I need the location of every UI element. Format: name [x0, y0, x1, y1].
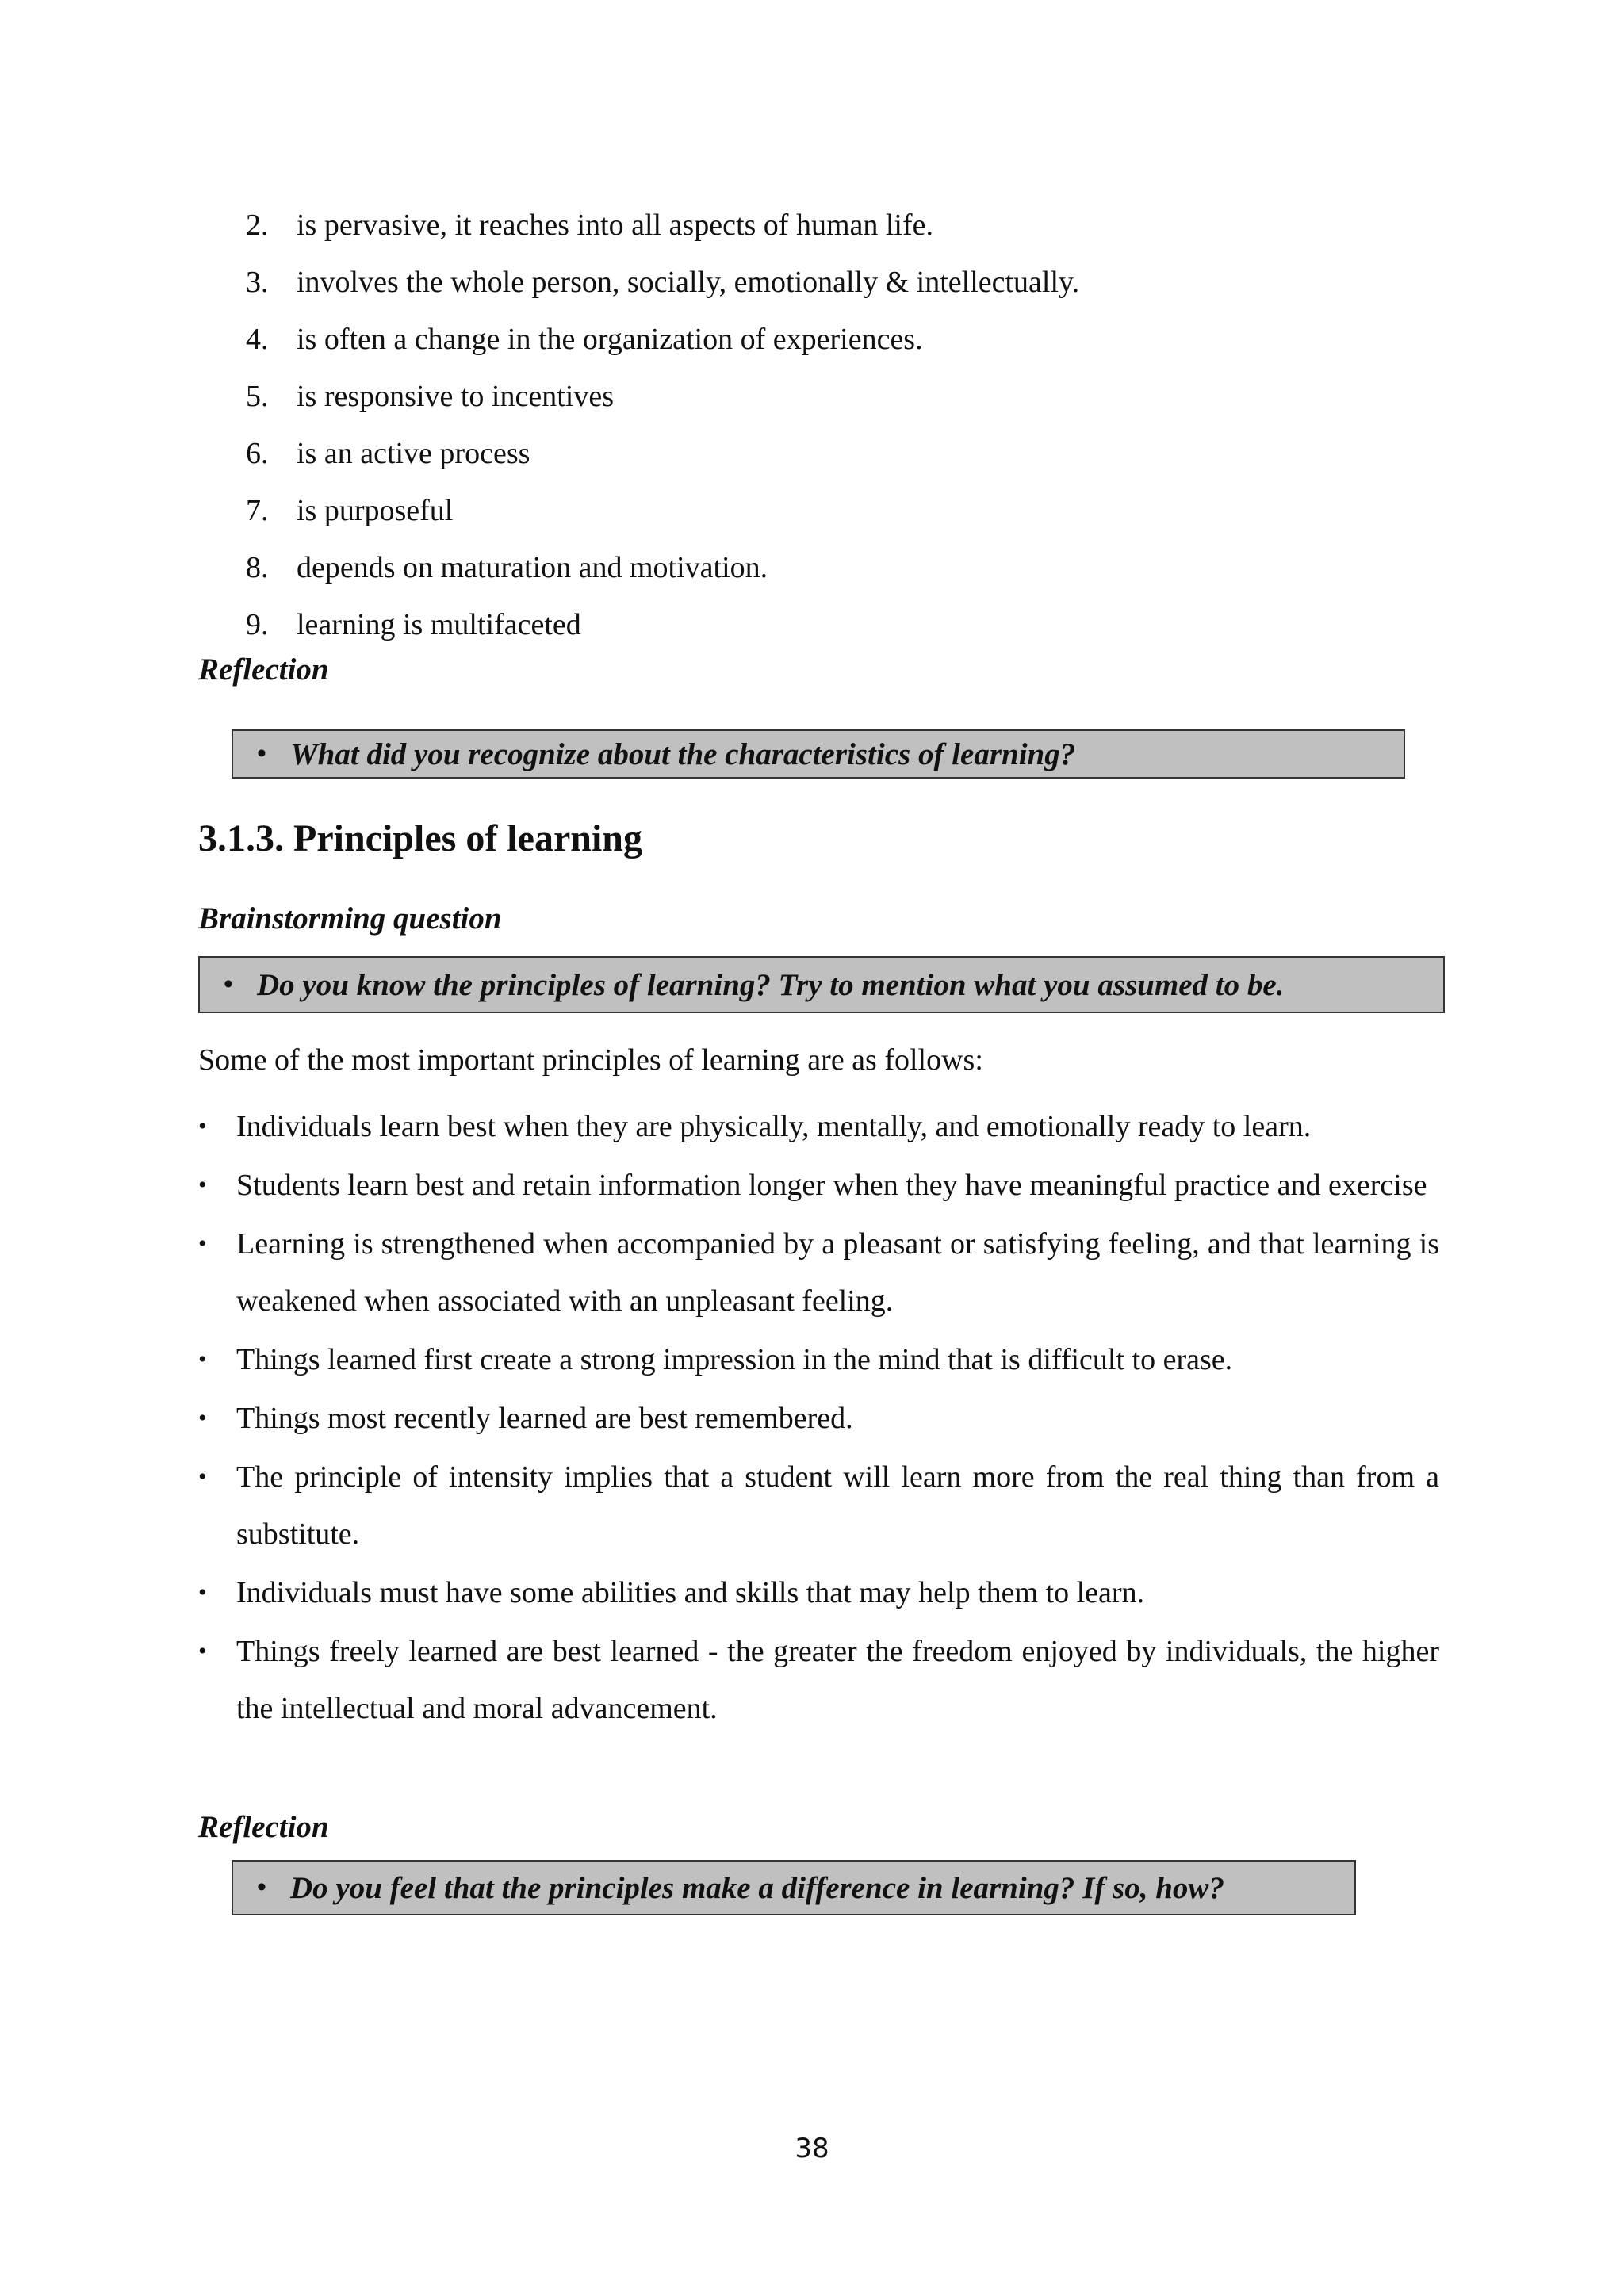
list-item: • Things most recently learned are best remembered. — [198, 1390, 1439, 1447]
list-item: • Things learned first create a strong impression in the mind that is difficult to erase. — [198, 1331, 1439, 1388]
reflection-question: What did you recognize about the characteristics of learning? — [290, 737, 1076, 771]
list-item: 8. depends on maturation and motivation. — [246, 551, 768, 584]
bullet-icon: • — [198, 1464, 207, 1490]
bullet-icon: • — [198, 1638, 207, 1664]
bullet-icon: • — [198, 1346, 207, 1372]
brainstorming-question-box — [198, 956, 1445, 1013]
bullet-icon: • — [198, 1113, 207, 1139]
bullet-icon: • — [198, 1579, 207, 1605]
bullet-icon: • — [198, 1230, 207, 1257]
brainstorming-label: Brainstorming question — [198, 901, 502, 936]
list-item: 3. involves the whole person, socially, emotionally & intellectually. — [246, 266, 1080, 299]
list-item: • Students learn best and retain information longer when they have meaningful practice and exercise — [198, 1157, 1439, 1214]
list-item: • The principle of intensity implies that a student will learn more from the real thing than from a substitute. — [198, 1448, 1439, 1563]
list-item: • Learning is strengthened when accompanied by a pleasant or satisfying feeling, and that learning is weakened when associated with an unpleasant feeling. — [198, 1215, 1439, 1330]
bullet-icon: • — [224, 970, 233, 999]
section-heading: 3.1.3. Principles of learning — [198, 817, 642, 859]
list-item: 2. is pervasive, it reaches into all aspects of human life. — [246, 209, 934, 242]
list-item: 7. is purposeful — [246, 494, 454, 527]
list-item: • Things freely learned are best learned - the greater the freedom enjoyed by individuals, the higher the intellectual and moral advancement. — [198, 1623, 1439, 1737]
reflection-question-box — [232, 729, 1405, 779]
characteristics-list — [246, 197, 1435, 653]
list-item: 4. is often a change in the organization of experiences. — [246, 323, 923, 356]
list-item: • Individuals learn best when they are physically, mentally, and emotionally ready to learn. — [198, 1098, 1439, 1155]
page-number: 38 — [795, 2133, 829, 2164]
reflection-question-box — [232, 1860, 1356, 1915]
reflection-question: Do you feel that the principles make a difference in learning? If so, how? — [290, 1870, 1224, 1905]
reflection-label: Reflection — [198, 1810, 329, 1844]
bullet-icon: • — [198, 1405, 207, 1431]
reflection-label: Reflection — [198, 652, 329, 687]
principles-list — [198, 1098, 1439, 1739]
list-item: • Individuals must have some abilities and skills that may help them to learn. — [198, 1564, 1439, 1621]
brainstorming-question: Do you know the principles of learning? Try to mention what you assumed to be. — [257, 967, 1285, 1002]
list-item: 9. learning is multifaceted — [246, 608, 581, 641]
list-item: 5. is responsive to incentives — [246, 380, 614, 413]
bullet-icon: • — [257, 739, 266, 768]
list-item: 6. is an active process — [246, 437, 530, 470]
intro-paragraph: Some of the most important principles of learning are as follows: — [198, 1043, 983, 1077]
bullet-icon: • — [257, 1873, 266, 1902]
bullet-icon: • — [198, 1172, 207, 1198]
